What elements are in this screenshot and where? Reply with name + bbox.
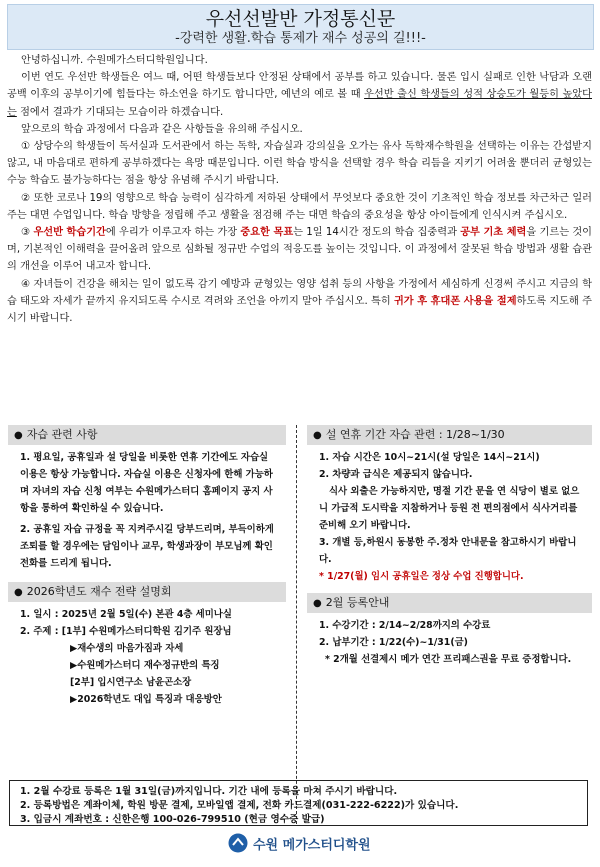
- seminar-date: 1. 일시 : 2025년 2월 5일(수) 본관 4층 세미나실: [20, 609, 232, 620]
- intro-letter: [7, 52, 592, 327]
- page-subtitle: -강력한 생활.학습 통제가 재수 성공의 길!!!-: [175, 31, 426, 46]
- seminar-subtopic: [2부] 입시연구소 남윤곤소장: [70, 677, 192, 688]
- holiday-rules: [307, 445, 592, 585]
- greeting: 안녕하십니까. 수원메가스터디학원입니다.: [21, 55, 208, 66]
- payment-line: 3. 입금시 계좌번호 : 신한은행 100-026-799510 (현금 영수증 발급): [20, 814, 325, 825]
- section-header-holiday: ● 설 연휴 기간 자습 관련 : 1/28~1/30: [307, 425, 592, 445]
- seminar-info: [8, 602, 286, 708]
- section-header-study: ● 자습 관련 사항: [8, 425, 286, 445]
- seminar-subtopic: ▶2026학년도 대입 특징과 대응방안: [70, 694, 222, 705]
- left-column: [8, 425, 286, 824]
- bullet-icon: ●: [14, 430, 23, 441]
- intro-point-2: ② 또한 코로나 19의 영향으로 학습 능력이 심각하게 저하된 상태에서 무엇보다 중요한 것이 기초적인 학습 정보를 차근차근 일러 주는 대면 수업입니다. 학습 방향을 정립해 주고 생활을 점검해 주는 대면 학습의 중요성을 항상 아이들에게 인식시켜 주십시오.: [7, 192, 592, 221]
- registration-info: [307, 613, 592, 668]
- registration-line: 1. 수강기간 : 2/14~2/28까지의 수강료: [319, 620, 491, 631]
- column-divider: [296, 425, 297, 824]
- logo-icon: [228, 833, 248, 853]
- logo-text: 수원 메가스터디학원: [253, 837, 371, 853]
- page-title: 우선선발반 가정통신문: [205, 8, 396, 30]
- intro-point-3: ③ 우선반 학습기간에 우리가 이루고자 하는 가장 중요한 목표는 1일 14시간 정도의 학습 집중력과 공부 기초 체력을 기르는 것이며, 기본적인 이해력을 끌어올려 앞으로 심화될 정규반 수업의 적응도를 높이는 것입니다. 이 과정에서 잘못된 학습 방법과 생활 습관의 개선을 이루어 내고자 합니다.: [7, 227, 592, 273]
- bullet-icon: ●: [313, 430, 322, 441]
- seminar-subtopic: ▶재수생의 마음가짐과 자세: [70, 643, 184, 654]
- holiday-rule: 식사 외출은 가능하지만, 명절 기간 문을 연 식당이 별로 없으니 가급적 도시락을 지참하거나 등원 전 편의점에서 식사거리를 준비해 오기 바랍니다.: [319, 486, 580, 531]
- bullet-icon: ●: [313, 598, 322, 609]
- seminar-topic: 2. 주제 : [1부] 수원메가스터디학원 김기주 원장님: [20, 626, 232, 637]
- bullet-icon: ●: [14, 587, 23, 598]
- right-column: [307, 425, 592, 824]
- payment-line: 2. 등록방법은 계좌이체, 학원 방문 결제, 모바일앱 결제, 전화 카드결제(031-222-6222)가 있습니다.: [20, 800, 459, 811]
- payment-line: 1. 2월 수강료 등록은 1월 31일(금)까지입니다. 기간 내에 등록을 마쳐 주시기 바랍니다.: [20, 786, 398, 797]
- study-rules: [8, 445, 286, 572]
- section-header-seminar: ● 2026학년도 재수 전략 설명회: [8, 582, 286, 602]
- study-rule: 1. 평요일, 공휴일과 설 당일을 비롯한 연휴 기간에도 자습실 이용은 항상 가능합니다. 자습실 이용은 신청자에 한해 가능하며 자녀의 자습 신청 여부는 수원메가스터디 홈페이지 공지 사항을 통하여 확인하실 수 있습니다.: [20, 452, 273, 514]
- holiday-rule: 3. 개별 등,하원시 동봉한 주.정차 안내문을 참고하시기 바랍니다.: [319, 537, 577, 565]
- holiday-note: * 1/27(월) 임시 공휴일은 정상 수업 진행합니다.: [319, 571, 524, 582]
- intro-paragraph-1: 이번 연도 우선반 학생들은 여느 때, 어떤 학생들보다 안정된 상태에서 공부를 하고 있습니다. 물론 입시 실패로 인한 낙담과 오랜 공백 이후의 공부이기에 힘들다는 하소연을 하기도 합니다만, 예년의 예로 볼 때 우선반 출신 학생들의 성적 상승도가 월등히 높았다는 점에서 결과가 기대되는 모습이라 하겠습니다.: [7, 72, 592, 118]
- intro-paragraph-2: 앞으로의 학습 과정에서 다음과 같은 사항들을 유의해 주십시오.: [21, 123, 303, 135]
- title-banner: [7, 4, 594, 50]
- intro-point-4: ④ 자녀들이 건강을 해치는 일이 없도록 감기 예방과 균형있는 영양 섭취 등의 사항을 가정에서 세심하게 신경써 주시고 지금의 학습 태도와 자세가 끝까지 유지되도록 수시로 격려와 조언을 아끼지 말아 주십시오. 특히 귀가 후 휴대폰 사용을 절제하도록 지도해 주시기 바랍니다.: [7, 278, 592, 325]
- study-rule: 2. 공휴일 자습 규정을 꼭 지켜주시길 당부드리며, 부득이하게 조퇴를 할 경우에는 담임이나 교무, 학생과장이 부모님께 확인 전화를 드리게 됩니다.: [20, 524, 274, 569]
- holiday-rule: 2. 차량과 급식은 제공되지 않습니다.: [319, 469, 473, 480]
- registration-line: * 2개월 선결제시 메가 연간 프리패스권을 무료 증정합니다.: [325, 654, 572, 665]
- tuition-info-box: [9, 780, 588, 826]
- academy-logo: [228, 830, 371, 856]
- section-header-registration: ● 2월 등록안내: [307, 593, 592, 613]
- intro-point-1: ① 상당수의 학생들이 독서실과 도서관에서 하는 독학, 자습실과 강의실을 오가는 유사 독학재수학원을 선택하는 이유는 간섭받지 않고, 내 마음대로 편하게 공부하겠다는 욕망 때문입니다. 이런 학습 방식을 선택할 경우 학습 리듬을 지키기 어려울 뿐더러 균형있는 수능 학습도 불가능하다는 점을 항상 유념해 주시기 바랍니다.: [7, 141, 592, 187]
- registration-line: 2. 납부기간 : 1/22(수)~1/31(금): [319, 637, 468, 648]
- seminar-subtopic: ▶수원메가스터디 재수정규반의 특징: [70, 660, 220, 671]
- holiday-rule: 1. 자습 시간은 10시~21시(설 당일은 14시~21시): [319, 452, 540, 463]
